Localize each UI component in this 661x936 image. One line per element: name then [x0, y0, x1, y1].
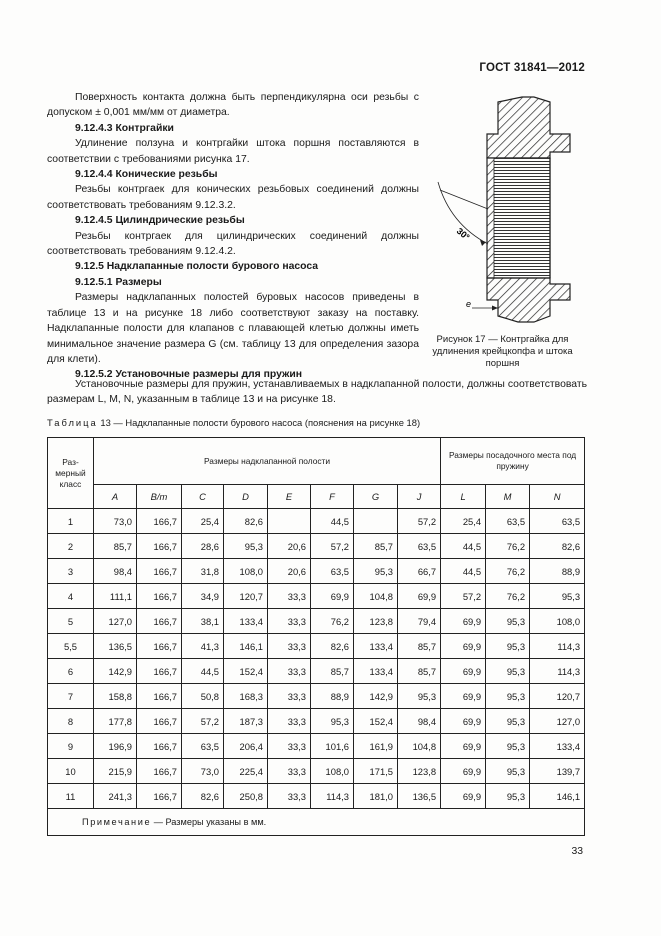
table-cell: 95,3 — [486, 784, 530, 809]
section-title: Конические резьбы — [115, 169, 218, 181]
table-cell: 63,5 — [311, 559, 354, 584]
table-cell: 206,4 — [224, 734, 268, 759]
table-cell: 104,8 — [354, 584, 398, 609]
locknut-drawing — [432, 94, 582, 326]
table-cell: 69,9 — [311, 584, 354, 609]
table-cell: 114,3 — [311, 784, 354, 809]
section-number: 9.12.5.2 — [75, 369, 113, 381]
paragraph: Размеры надклапанных полостей буровых насосов приведены в таблице 13 и на рисунке 18 либо соответствуют заказу на поставку. Надклапанные полости для клапанов с плавающей клетью должны иметь минимальное значение размера G (см. таблицу 13 для определения зазора для клети). — [47, 292, 419, 365]
table-cell: 33,3 — [268, 609, 311, 634]
table-cell: 95,3 — [486, 759, 530, 784]
table-cell: 25,4 — [441, 509, 486, 534]
table-note — [48, 809, 585, 836]
paragraph: Резьбы контргаек для цилиндрических соединений должны соответствовать требованиям 9.12.4.2. — [47, 230, 419, 258]
section-title: Надклапанные полости бурового насоса — [106, 261, 319, 273]
size-class-cell: 4 — [48, 584, 94, 609]
table-cell: 166,7 — [137, 634, 182, 659]
table-cell: 108,0 — [224, 559, 268, 584]
table-cell: 241,3 — [94, 784, 137, 809]
table-cell: 127,0 — [530, 709, 585, 734]
table-row — [48, 509, 585, 534]
table-cell: 146,1 — [224, 634, 268, 659]
size-class-cell: 8 — [48, 709, 94, 734]
table-caption — [47, 417, 420, 428]
table-cell — [354, 509, 398, 534]
section-title: Размеры — [115, 276, 162, 288]
table-cell: 33,3 — [268, 584, 311, 609]
bottom-flange-section — [487, 278, 570, 322]
column-header: B/m — [137, 485, 182, 509]
table-cell: 152,4 — [354, 709, 398, 734]
table-cell: 142,9 — [94, 659, 137, 684]
table-cell: 111,1 — [94, 584, 137, 609]
table-cell: 69,9 — [441, 734, 486, 759]
table-cell: 215,9 — [94, 759, 137, 784]
table-cell: 108,0 — [530, 609, 585, 634]
table-cell: 69,9 — [441, 609, 486, 634]
table-cell: 136,5 — [398, 784, 441, 809]
header-spring-seat-dimensions: Размеры посадочного места под пружину — [441, 438, 585, 485]
table-cell: 33,3 — [268, 709, 311, 734]
figure-caption: Рисунок 17 — Контргайка для удлинения крейцкопфа и штока поршня — [432, 334, 573, 369]
table-row — [48, 734, 585, 759]
section-number: 9.12.4.5 — [75, 215, 113, 227]
table-cell: 95,3 — [486, 609, 530, 634]
section-title: Установочные размеры для пружин — [115, 369, 303, 381]
column-header: D — [224, 485, 268, 509]
column-header: F — [311, 485, 354, 509]
table-cell: 33,3 — [268, 659, 311, 684]
table-cell: 166,7 — [137, 659, 182, 684]
table-cell: 123,8 — [398, 759, 441, 784]
section-number: 9.12.5 — [75, 261, 104, 273]
table-cell: 82,6 — [311, 634, 354, 659]
table-cell: 166,7 — [137, 534, 182, 559]
table-cell: 63,5 — [486, 509, 530, 534]
table-cell: 98,4 — [94, 559, 137, 584]
table-cell: 95,3 — [311, 709, 354, 734]
table-cell: 166,7 — [137, 784, 182, 809]
column-header: N — [530, 485, 585, 509]
paragraph: Поверхность контакта должна быть перпендикулярна оси резьбы с допуском ± 0,001 мм/мм от диаметра. — [47, 92, 419, 119]
table-cell: 57,2 — [398, 509, 441, 534]
table-row — [48, 709, 585, 734]
table-cell: 63,5 — [398, 534, 441, 559]
table-cell: 44,5 — [182, 659, 224, 684]
body-text — [47, 90, 419, 383]
size-class-cell: 2 — [48, 534, 94, 559]
table-cell: 44,5 — [441, 559, 486, 584]
table-cell: 88,9 — [530, 559, 585, 584]
table-cell: 181,0 — [354, 784, 398, 809]
note-label: Примечание — [82, 817, 152, 827]
table-cell: 139,7 — [530, 759, 585, 784]
table-cell: 82,6 — [224, 509, 268, 534]
table-cell: 95,3 — [530, 584, 585, 609]
angle-label: 30° — [454, 225, 472, 243]
size-class-cell: 5 — [48, 609, 94, 634]
table-cell: 69,9 — [441, 684, 486, 709]
table-cell: 95,3 — [486, 709, 530, 734]
table-cell: 98,4 — [398, 709, 441, 734]
table-cell: 25,4 — [182, 509, 224, 534]
section-heading — [47, 213, 419, 228]
column-header: J — [398, 485, 441, 509]
section-heading — [47, 259, 419, 274]
table-cell: 69,9 — [441, 659, 486, 684]
size-class-cell: 3 — [48, 559, 94, 584]
column-header: L — [441, 485, 486, 509]
paragraph: Удлинение ползуна и контргайки штока поршня поставляются в соответствии с требованиями рисунка 17. — [47, 138, 419, 165]
table-row — [48, 609, 585, 634]
section-heading — [47, 275, 419, 290]
size-class-cell: 9 — [48, 734, 94, 759]
table-cell: 95,3 — [486, 684, 530, 709]
table-cell: 95,3 — [486, 734, 530, 759]
table-cell: 108,0 — [311, 759, 354, 784]
table-cell: 33,3 — [268, 759, 311, 784]
section-title: Цилиндрические резьбы — [115, 215, 245, 227]
table-cell: 76,2 — [486, 584, 530, 609]
table-cell: 166,7 — [137, 709, 182, 734]
table-cell: 133,4 — [354, 659, 398, 684]
table-cell: 82,6 — [182, 784, 224, 809]
table-13 — [47, 437, 585, 836]
section-number: 9.12.5.1 — [75, 276, 113, 288]
table-cell: 73,0 — [94, 509, 137, 534]
table-row — [48, 559, 585, 584]
table-row — [48, 634, 585, 659]
table-cell: 95,3 — [486, 634, 530, 659]
table-caption-text: 13 — Надклапанные полости бурового насоса (пояснения на рисунке 18) — [97, 417, 421, 428]
table-cell: 158,8 — [94, 684, 137, 709]
table-cell: 85,7 — [398, 659, 441, 684]
table-cell: 76,2 — [486, 559, 530, 584]
table-row — [48, 584, 585, 609]
table-cell: 166,7 — [137, 734, 182, 759]
column-header: E — [268, 485, 311, 509]
table-cell: 101,6 — [311, 734, 354, 759]
table-cell: 161,9 — [354, 734, 398, 759]
table-cell: 66,7 — [398, 559, 441, 584]
table-cell: 69,9 — [441, 759, 486, 784]
body-text-full-width — [47, 377, 587, 408]
table-cell: 88,9 — [311, 684, 354, 709]
table-cell: 133,4 — [224, 609, 268, 634]
thread-lines — [494, 158, 550, 278]
table-row — [48, 759, 585, 784]
table-cell: 166,7 — [137, 609, 182, 634]
table-cell: 38,1 — [182, 609, 224, 634]
table-cell: 187,3 — [224, 709, 268, 734]
table-cell: 166,7 — [137, 584, 182, 609]
table-cell: 95,3 — [398, 684, 441, 709]
table-cell: 28,6 — [182, 534, 224, 559]
table-cell: 82,6 — [530, 534, 585, 559]
table-cell: 57,2 — [182, 709, 224, 734]
header-size-class: Раз- мерный класс — [48, 438, 94, 509]
table-cell: 166,7 — [137, 559, 182, 584]
table-cell: 20,6 — [268, 534, 311, 559]
table-cell: 120,7 — [530, 684, 585, 709]
table-row — [48, 534, 585, 559]
table-cell: 69,9 — [441, 784, 486, 809]
table-cell: 120,7 — [224, 584, 268, 609]
table-cell: 168,3 — [224, 684, 268, 709]
dimension-label-e: e — [466, 299, 472, 309]
table-cell: 85,7 — [311, 659, 354, 684]
table-cell: 133,4 — [530, 734, 585, 759]
table-cell: 69,9 — [441, 634, 486, 659]
table-cell: 69,9 — [441, 709, 486, 734]
table-cell: 33,3 — [268, 684, 311, 709]
table-cell: 57,2 — [311, 534, 354, 559]
table-note-row — [48, 809, 585, 836]
wall-section — [487, 158, 494, 278]
table-cell: 33,3 — [268, 734, 311, 759]
size-class-cell: 7 — [48, 684, 94, 709]
table-cell: 166,7 — [137, 684, 182, 709]
size-class-cell: 5,5 — [48, 634, 94, 659]
document-standard-number: ГОСТ 31841—2012 — [479, 62, 585, 74]
size-class-cell: 6 — [48, 659, 94, 684]
table-cell: 63,5 — [530, 509, 585, 534]
table-cell: 33,3 — [268, 784, 311, 809]
table-cell: 85,7 — [398, 634, 441, 659]
table-cell: 85,7 — [94, 534, 137, 559]
table-cell: 166,7 — [137, 759, 182, 784]
header-cavity-dimensions: Размеры надклапанной полости — [94, 438, 441, 485]
table-cell: 50,8 — [182, 684, 224, 709]
table-cell: 76,2 — [311, 609, 354, 634]
column-header: C — [182, 485, 224, 509]
table-cell: 41,3 — [182, 634, 224, 659]
table-cell: 133,4 — [354, 634, 398, 659]
table-cell: 31,8 — [182, 559, 224, 584]
table-cell: 95,3 — [354, 559, 398, 584]
table-cell: 104,8 — [398, 734, 441, 759]
table-cell: 63,5 — [182, 734, 224, 759]
table-cell: 95,3 — [486, 659, 530, 684]
table-cell: 95,3 — [224, 534, 268, 559]
paragraph: Резьбы контргаек для конических резьбовых соединений должны соответствовать требованиям 9.12.3.2. — [47, 184, 419, 211]
table-cell: 114,3 — [530, 659, 585, 684]
page-number: 33 — [571, 846, 583, 857]
table-cell: 225,4 — [224, 759, 268, 784]
table-caption-label: Таблица — [47, 417, 98, 428]
table-row — [48, 659, 585, 684]
table-cell: 73,0 — [182, 759, 224, 784]
section-number: 9.12.4.4 — [75, 169, 113, 181]
table-cell: 44,5 — [441, 534, 486, 559]
size-class-cell: 11 — [48, 784, 94, 809]
table-cell: 123,8 — [354, 609, 398, 634]
table-cell: 127,0 — [94, 609, 137, 634]
table-cell: 177,8 — [94, 709, 137, 734]
table-cell: 152,4 — [224, 659, 268, 684]
section-heading — [47, 167, 419, 182]
table-cell: 196,9 — [94, 734, 137, 759]
top-flange-section — [487, 97, 570, 158]
column-header: M — [486, 485, 530, 509]
table-cell: 44,5 — [311, 509, 354, 534]
table-row — [48, 784, 585, 809]
table-cell: 250,8 — [224, 784, 268, 809]
table-cell: 57,2 — [441, 584, 486, 609]
paragraph: Установочные размеры для пружин, устанавливаемых в надклапанной полости, должны соответствовать размерам L, M, N, указанным в таблице 13 и на рисунке 18. — [47, 379, 587, 406]
table-cell: 166,7 — [137, 509, 182, 534]
table-cell: 34,9 — [182, 584, 224, 609]
table-row — [48, 684, 585, 709]
size-class-cell: 10 — [48, 759, 94, 784]
column-header: A — [94, 485, 137, 509]
table-cell: 85,7 — [354, 534, 398, 559]
table-cell: 20,6 — [268, 559, 311, 584]
table-cell: 146,1 — [530, 784, 585, 809]
table-cell — [268, 509, 311, 534]
table-cell: 69,9 — [398, 584, 441, 609]
table-cell: 136,5 — [94, 634, 137, 659]
section-heading — [47, 121, 419, 136]
table-cell: 33,3 — [268, 634, 311, 659]
table-cell: 142,9 — [354, 684, 398, 709]
size-class-cell: 1 — [48, 509, 94, 534]
table-cell: 114,3 — [530, 634, 585, 659]
figure-17-drawing — [432, 94, 582, 326]
section-title: Контргайки — [115, 122, 174, 134]
table-cell: 76,2 — [486, 534, 530, 559]
note-text: — Размеры указаны в мм. — [151, 817, 267, 827]
table-cell: 79,4 — [398, 609, 441, 634]
table-cell: 171,5 — [354, 759, 398, 784]
section-number: 9.12.4.3 — [75, 122, 113, 134]
column-header: G — [354, 485, 398, 509]
